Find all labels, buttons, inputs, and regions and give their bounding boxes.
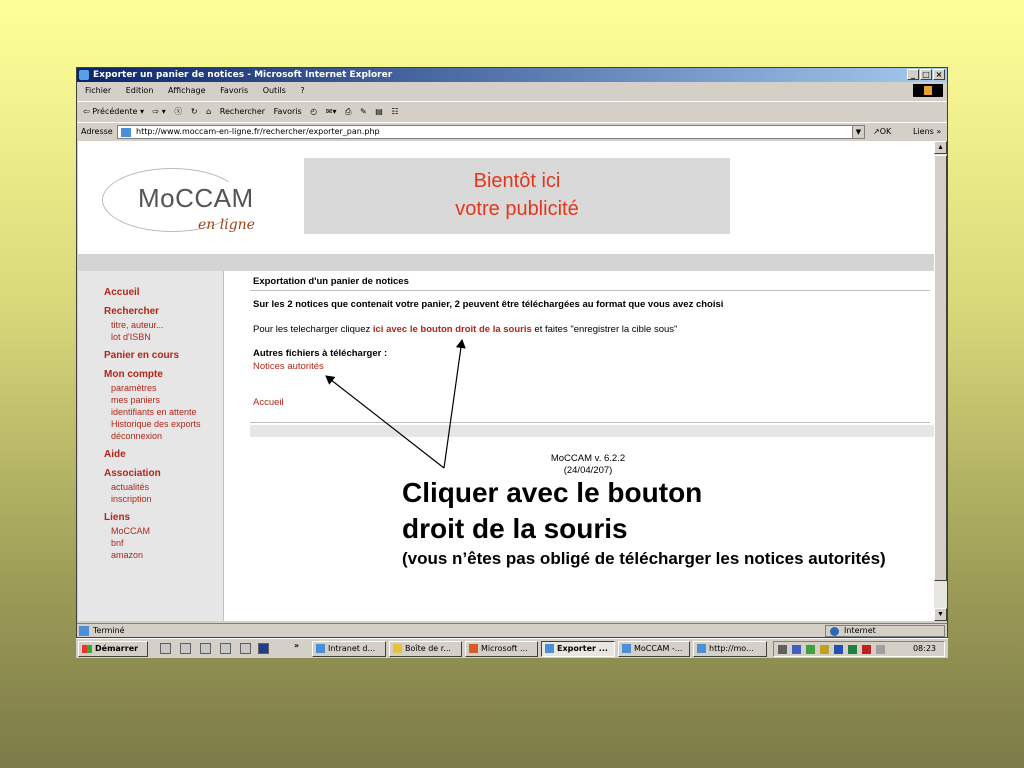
tray-app3-icon[interactable]: [820, 645, 829, 654]
address-label: Adresse: [81, 127, 113, 136]
nav-lot-isbn[interactable]: lot d'ISBN: [111, 332, 151, 342]
nav-rechercher[interactable]: Rechercher: [104, 306, 160, 317]
page-status-icon: [79, 626, 89, 636]
nav-identifiants[interactable]: identifiants en attente: [111, 407, 197, 417]
tray-app5-icon[interactable]: [848, 645, 857, 654]
home-icon[interactable]: ⌂: [206, 107, 212, 116]
logo-subtext: en ligne: [198, 217, 255, 233]
tray-app1-icon[interactable]: [792, 645, 801, 654]
footer-strip: [250, 425, 934, 437]
globe-icon: [830, 627, 839, 636]
minimize-button[interactable]: _: [907, 69, 919, 80]
ie-task-icon: [622, 644, 631, 653]
page-title: Exportation d'un panier de notices: [253, 276, 409, 287]
ad-banner: [304, 158, 730, 234]
quicklaunch-app3-icon[interactable]: [220, 643, 231, 654]
other-files-heading: Autres fichiers à télécharger :: [253, 348, 388, 359]
address-url: http://www.moccam-en-ligne.fr/rechercher/exporter_pan.php: [136, 127, 380, 136]
nav-historique[interactable]: Historique des exports: [111, 419, 201, 429]
zone-label: Internet: [844, 626, 876, 635]
task-intranet[interactable]: [312, 641, 386, 657]
task-label: Boîte de r...: [405, 644, 451, 653]
start-label: Démarrer: [95, 644, 139, 653]
quicklaunch-app2-icon[interactable]: [200, 643, 211, 654]
messenger-icon[interactable]: ☷: [391, 107, 399, 116]
tray-app4-icon[interactable]: [834, 645, 843, 654]
close-button[interactable]: ×: [933, 69, 945, 80]
nav-amazon[interactable]: amazon: [111, 550, 144, 560]
nav-titre-auteur[interactable]: titre, auteur...: [111, 320, 164, 330]
edit-icon[interactable]: ✎: [360, 107, 367, 116]
history-icon[interactable]: ◴: [310, 107, 318, 116]
favorites-button[interactable]: Favoris: [273, 107, 302, 116]
ie-task-icon: [545, 644, 554, 653]
windows-flag-icon: [82, 645, 92, 653]
annotation-line2: droit de la souris: [402, 513, 628, 544]
task-label: Exporter ...: [557, 644, 608, 653]
scroll-up-icon[interactable]: ▲: [934, 141, 947, 154]
quicklaunch-app4-icon[interactable]: [240, 643, 251, 654]
system-tray: [773, 641, 945, 657]
download-link[interactable]: ici avec le bouton droit de la souris: [372, 324, 532, 335]
clock[interactable]: 08:23: [912, 644, 936, 653]
nav-aide[interactable]: Aide: [104, 449, 126, 460]
menu-affichage[interactable]: Affichage: [167, 86, 206, 95]
address-dropdown-icon[interactable]: ▼: [852, 126, 864, 138]
annotation-line1: Cliquer avec le bouton: [402, 477, 703, 508]
ie-task-icon: [697, 644, 706, 653]
menu-edition[interactable]: Edition: [125, 86, 154, 95]
quicklaunch-chevron[interactable]: »: [294, 641, 300, 650]
title-divider: [250, 290, 930, 291]
annotation-text: [402, 475, 886, 571]
stop-icon[interactable]: ⓧ: [174, 107, 183, 116]
tray-app6-icon[interactable]: [862, 645, 871, 654]
banner-line1: Bientôt ici: [473, 170, 561, 192]
version-number: MoCCAM v. 6.2.2: [550, 453, 626, 464]
version-info: [498, 453, 678, 477]
quicklaunch-desktop-icon[interactable]: [160, 643, 171, 654]
menu-bar: [77, 83, 947, 98]
task-moccam[interactable]: [618, 641, 690, 657]
nav-actualites[interactable]: actualités: [111, 482, 150, 492]
status-text: Terminé: [93, 626, 125, 635]
task-label: Microsoft ...: [481, 644, 528, 653]
maximize-button[interactable]: □: [920, 69, 932, 80]
annotation-note: (vous n’êtes pas obligé de télécharger les notices autorités): [402, 549, 886, 568]
status-bar: [77, 623, 947, 637]
nav-mon-compte[interactable]: Mon compte: [104, 369, 163, 380]
ie-task-icon: [316, 644, 325, 653]
left-navigation: [78, 271, 224, 621]
menu-outils[interactable]: Outils: [262, 86, 286, 95]
scroll-down-icon[interactable]: ▼: [934, 608, 947, 621]
result-summary: Sur les 2 notices que contenait votre panier, 2 peuvent être téléchargées au format que vous avez choisi: [253, 299, 724, 310]
security-zone: [825, 625, 945, 637]
task-label: http://mo...: [709, 644, 754, 653]
address-input[interactable]: [117, 125, 865, 139]
banner-line2: votre publicité: [455, 198, 579, 220]
nav-moccam[interactable]: MoCCAM: [111, 526, 151, 536]
ie-icon: [79, 70, 89, 80]
window-titlebar[interactable]: [77, 68, 947, 82]
back-button[interactable]: ⇦ Précédente ▾: [83, 107, 144, 116]
taskbar: [76, 638, 948, 658]
forward-button[interactable]: ⇨ ▾: [152, 107, 166, 116]
mail-task-icon: [393, 644, 402, 653]
download-instructions: [253, 324, 677, 335]
scroll-thumb[interactable]: [934, 155, 947, 581]
links-button[interactable]: Liens »: [913, 127, 942, 136]
nav-accueil[interactable]: Accueil: [104, 287, 140, 298]
header-band: [78, 254, 934, 271]
windows-logo-icon: [913, 84, 943, 97]
discuss-icon[interactable]: ▤: [375, 107, 383, 116]
version-date: (24/04/207): [563, 465, 613, 476]
start-button[interactable]: [78, 641, 148, 657]
nav-mes-paniers[interactable]: mes paniers: [111, 395, 161, 405]
nav-association[interactable]: Association: [104, 468, 161, 479]
moccam-logo[interactable]: [78, 141, 303, 254]
office-task-icon: [469, 644, 478, 653]
address-bar: [77, 122, 947, 140]
volume-icon[interactable]: [778, 645, 787, 654]
task-exporter[interactable]: [541, 641, 615, 657]
print-icon[interactable]: ⎙: [345, 107, 352, 116]
accueil-link[interactable]: Accueil: [253, 397, 284, 408]
task-boite[interactable]: [389, 641, 462, 657]
task-http[interactable]: [693, 641, 767, 657]
quicklaunch-app5-icon[interactable]: [258, 643, 269, 654]
logo-text: MoCCAM: [138, 183, 254, 213]
menu-fichier[interactable]: Fichier: [85, 86, 112, 95]
nav-liens[interactable]: Liens: [104, 512, 131, 523]
footer-divider: [250, 422, 930, 423]
tray-app2-icon[interactable]: [806, 645, 815, 654]
instruction-post: et faites "enregistrer la cible sous": [531, 324, 678, 335]
tray-app7-icon[interactable]: [876, 645, 885, 654]
window-title: Exporter un panier de notices - Microsoft Internet Explorer: [93, 70, 393, 80]
instruction-pre: Pour les telecharger cliquez: [253, 324, 373, 335]
menu-help[interactable]: ?: [300, 86, 305, 95]
nav-parametres[interactable]: paramètres: [111, 383, 157, 393]
task-microsoft[interactable]: [465, 641, 538, 657]
go-button[interactable]: ↗OK: [873, 127, 892, 136]
nav-deconnexion[interactable]: déconnexion: [111, 431, 163, 441]
task-label: Intranet d...: [328, 644, 376, 653]
task-label: MoCCAM -...: [634, 644, 683, 653]
quicklaunch-app1-icon[interactable]: [180, 643, 191, 654]
notices-autorites-link[interactable]: Notices autorités: [253, 361, 324, 372]
mail-icon[interactable]: ✉▾: [325, 107, 337, 116]
search-button[interactable]: Rechercher: [219, 107, 266, 116]
standard-toolbar: [77, 101, 947, 121]
menu-favoris[interactable]: Favoris: [220, 86, 249, 95]
nav-panier[interactable]: Panier en cours: [104, 350, 180, 361]
page-icon: [121, 128, 131, 137]
vertical-scrollbar[interactable]: [934, 141, 947, 621]
refresh-icon[interactable]: ↻: [190, 107, 198, 116]
nav-inscription[interactable]: inscription: [111, 494, 152, 504]
nav-bnf[interactable]: bnf: [111, 538, 124, 548]
